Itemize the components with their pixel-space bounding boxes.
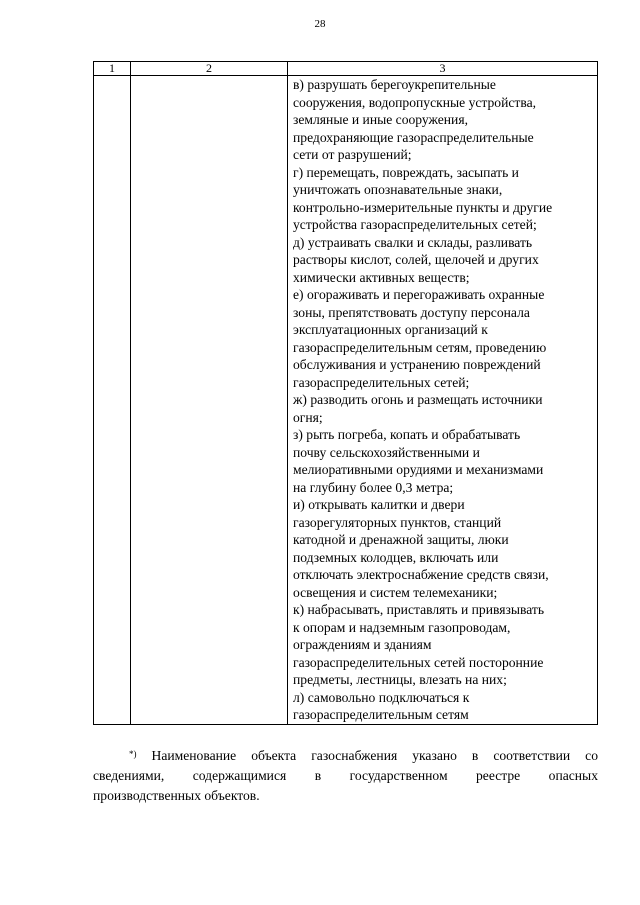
text-line: к) набрасывать, приставлять и привязывать	[293, 602, 545, 617]
text-line: отключать электроснабжение средств связи,	[293, 567, 549, 582]
text-line: земляные и иные сооружения,	[293, 112, 468, 127]
text-line: и) открывать калитки и двери	[293, 497, 465, 512]
column-header-3: 3	[288, 62, 598, 76]
restrictions-text	[288, 76, 597, 724]
text-line: к опорам и надземным газопроводам,	[293, 619, 511, 635]
text-line: сооружения, водопропускные устройства,	[293, 94, 537, 110]
requirements-table	[93, 61, 598, 725]
text-line: е) огораживать и перегораживать охранные	[293, 287, 545, 302]
text-line: подземных колодцев, включать или	[293, 549, 499, 565]
text-line: освещения и систем телемеханики;	[293, 584, 498, 600]
text-line: на глубину более 0,3 метра;	[293, 479, 454, 495]
text-line: газораспределительных сетей посторонние	[293, 654, 544, 670]
text-line: з) рыть погреба, копать и обрабатывать	[293, 427, 521, 442]
table-header-row	[94, 62, 598, 76]
text-line: огня;	[293, 409, 323, 425]
text-line: катодной и дренажной защиты, люки	[293, 532, 509, 547]
footnote	[93, 746, 598, 806]
text-line: в) разрушать берегоукрепительные	[293, 77, 496, 92]
text-line: зоны, препятствовать доступу персонала	[293, 304, 530, 320]
text-line: предохраняющие газораспределительные	[293, 129, 534, 145]
text-line: обслуживания и устранению повреждений	[293, 357, 541, 372]
page-number: 28	[314, 18, 326, 30]
table-cell-col3	[288, 76, 598, 725]
text-line: сети от разрушений;	[293, 147, 412, 162]
table-cell-col1	[94, 76, 131, 725]
column-header-1: 1	[94, 62, 131, 76]
text-line: газораспределительным сетям	[293, 707, 469, 722]
text-line: ограждениям и зданиям	[293, 637, 432, 652]
column-header-2: 2	[131, 62, 288, 76]
text-line: мелиоративными орудиями и механизмами	[293, 462, 544, 477]
footnote-line-2: сведениями, содержащимися в государственном реестре опасных	[93, 768, 598, 783]
text-line: газораспределительным сетям, проведению	[293, 339, 547, 355]
table-row	[94, 76, 598, 725]
footnote-text-1: Наименование объекта газоснабжения указано в соответствии со	[151, 748, 598, 763]
text-line: г) перемещать, повреждать, засыпать и	[293, 164, 519, 180]
footnote-line-3: производственных объектов.	[93, 788, 260, 803]
table-cell-col2	[131, 76, 288, 725]
text-line: устройства газораспределительных сетей;	[293, 217, 537, 232]
text-line: химически активных веществ;	[293, 269, 470, 285]
text-line: контрольно-измерительные пункты и другие	[293, 199, 553, 215]
text-line: растворы кислот, солей, щелочей и других	[293, 252, 539, 267]
text-line: уничтожать опознавательные знаки,	[293, 182, 503, 197]
text-line: ж) разводить огонь и размещать источники	[293, 392, 543, 407]
text-line: предметы, лестницы, влезать на них;	[293, 672, 507, 687]
text-line: л) самовольно подключаться к	[293, 689, 470, 705]
footnote-marker: *)	[129, 749, 137, 759]
text-line: эксплуатационных организаций к	[293, 322, 488, 337]
text-line: почву сельскохозяйственными и	[293, 444, 480, 460]
text-line: газораспределительных сетей;	[293, 374, 470, 390]
text-line: д) устраивать свалки и склады, разливать	[293, 234, 533, 250]
text-line: газорегуляторных пунктов, станций	[293, 514, 502, 530]
footnote-line-1	[93, 746, 598, 766]
